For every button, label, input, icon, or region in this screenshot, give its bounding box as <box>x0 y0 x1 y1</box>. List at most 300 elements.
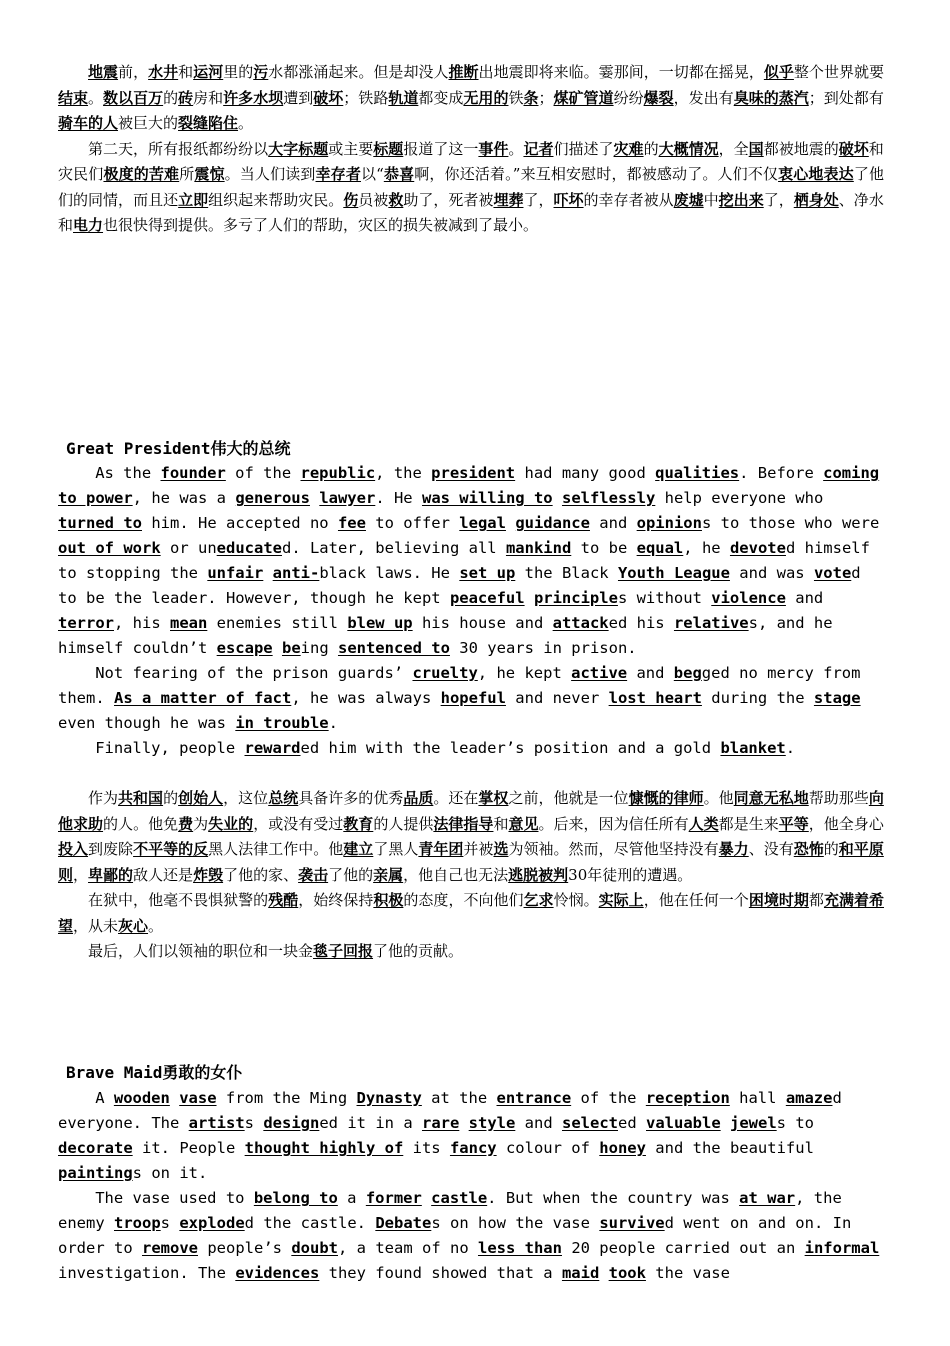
text-run <box>721 1114 730 1132</box>
vocab-term: 救 <box>388 190 404 209</box>
president-en-section <box>58 461 888 761</box>
text-run: the Black <box>515 564 618 582</box>
vocab-term: fee <box>337 514 366 532</box>
text-run: 帮助那些 <box>808 789 869 807</box>
text-run: d went on and on. In order to <box>58 1214 852 1257</box>
text-run: 具备许多的优秀 <box>298 789 404 807</box>
text-run: 铁 <box>508 88 524 107</box>
paragraph <box>58 939 884 965</box>
text-run: 的 <box>163 789 179 807</box>
vocab-term: vase <box>179 1089 217 1107</box>
vocab-term: 同意无私地 <box>733 789 809 807</box>
vocab-term: 毯子回报 <box>313 942 374 960</box>
text-run: 报道了这一 <box>403 139 479 158</box>
vocab-term: amaze <box>785 1089 833 1107</box>
text-run: s on how the vase <box>431 1214 600 1232</box>
text-run: . <box>328 714 338 732</box>
maid-title <box>66 1062 242 1084</box>
vocab-term: lost heart <box>608 689 702 707</box>
text-run: 30年徒刑的遭遇。 <box>568 865 693 884</box>
text-run: , he <box>683 539 730 557</box>
vocab-term: 废墟 <box>673 190 704 209</box>
vocab-term: 大概情况 <box>658 139 719 158</box>
text-run: 的态度，不向他们 <box>403 891 524 909</box>
text-run: ，或没有受过 <box>253 814 344 833</box>
vocab-term: 挖出来 <box>718 190 764 209</box>
vocab-term: 和平原则 <box>58 840 884 884</box>
text-run: 整个世界就要 <box>793 63 884 81</box>
text-run: 、净水和 <box>58 190 884 234</box>
text-run: 。 <box>508 139 524 158</box>
vocab-term: guidance <box>515 514 590 532</box>
text-run: 黑人法律工作中。他 <box>208 840 344 858</box>
paragraph <box>58 786 884 888</box>
text-run: 和灾民们 <box>58 139 884 183</box>
vocab-term: 地震 <box>88 63 119 81</box>
text-run <box>553 489 562 507</box>
text-run: black laws. He <box>319 564 460 582</box>
vocab-term: 共和国 <box>118 789 164 807</box>
text-run: 的人提供 <box>373 814 434 833</box>
text-run: d to be the leader. However, though he kept <box>58 564 861 607</box>
text-run: 了他的 <box>328 865 374 884</box>
text-run: 30 years in prison. <box>449 639 637 657</box>
vocab-term: was willing to <box>421 489 553 507</box>
text-run: 在狱中，他毫不畏惧狱警的 <box>88 891 269 909</box>
vocab-term: attack <box>552 614 609 632</box>
vocab-term: 投入 <box>58 840 89 858</box>
paragraph <box>58 888 884 939</box>
vocab-term: troop <box>114 1214 161 1232</box>
vocab-term: 灾难 <box>613 139 644 158</box>
vocab-term: cruelty <box>412 664 478 682</box>
text-run: its <box>403 1139 450 1157</box>
text-run: As the <box>95 464 161 482</box>
text-run: d everyone. The <box>58 1089 842 1132</box>
text-run: a <box>337 1189 366 1207</box>
vocab-term: survive <box>599 1214 665 1232</box>
vocab-term: 裂缝陷住 <box>178 114 239 132</box>
vocab-term: generous <box>235 489 310 507</box>
text-run: d. Later, believing all <box>281 539 506 557</box>
vocab-term: honey <box>599 1139 646 1157</box>
text-run: s <box>160 1214 180 1232</box>
text-run <box>310 489 319 507</box>
vocab-term: 污 <box>253 63 269 81</box>
earthquake-zh-section <box>58 60 884 239</box>
vocab-term: painting <box>58 1164 133 1182</box>
text-run: to be <box>571 539 637 557</box>
text-run: 。后来，因为信任所有 <box>538 814 689 833</box>
vocab-term: selflessly <box>561 489 656 507</box>
vocab-term: 总统 <box>268 789 299 807</box>
text-run: 。当人们读到 <box>224 165 316 183</box>
vocab-term: lawyer <box>319 489 376 507</box>
vocab-term: reception <box>645 1089 730 1107</box>
vocab-term: 立即 <box>178 190 209 209</box>
vocab-term: reward <box>244 739 301 757</box>
vocab-term: belong to <box>253 1189 338 1207</box>
text-run: had many good <box>515 464 656 482</box>
text-run: s to those who were <box>701 514 880 532</box>
vocab-term: 水井 <box>148 63 179 81</box>
vocab-term: artist <box>188 1114 245 1132</box>
vocab-term: 亲属 <box>373 865 404 884</box>
text-run: and <box>589 514 637 532</box>
vocab-term: equal <box>636 539 684 557</box>
vocab-term: 乞求 <box>523 891 554 909</box>
text-run: 和 <box>178 63 194 81</box>
text-run: they found showed that a <box>319 1264 562 1282</box>
vocab-term: beg <box>673 664 702 682</box>
vocab-term: 掌权 <box>478 789 509 807</box>
text-run: , his <box>114 614 170 632</box>
vocab-term: 建立 <box>343 840 374 858</box>
paragraph <box>58 137 884 239</box>
text-run: , the <box>375 464 432 482</box>
vocab-term: 向他求助 <box>58 789 884 833</box>
text-run: 都变成 <box>418 88 464 107</box>
text-run: 组织起来帮助灾民。 <box>208 190 344 209</box>
vocab-term: out of work <box>58 539 161 557</box>
vocab-term: active <box>571 664 628 682</box>
text-run: 的人。他免 <box>103 814 179 833</box>
text-run: 的 <box>823 840 839 858</box>
vocab-term: rare <box>421 1114 460 1132</box>
vocab-term: mean <box>170 614 208 632</box>
text-run: 的幸存者被从 <box>583 190 674 209</box>
vocab-term: less than <box>477 1239 562 1257</box>
text-run: 房和 <box>193 88 224 107</box>
vocab-term: 许多水坝 <box>223 88 284 107</box>
text-run: , the enemy <box>58 1189 842 1232</box>
president-title-en: Great President <box>66 439 211 458</box>
text-run: hall <box>729 1089 786 1107</box>
text-run: investigation. The <box>58 1264 236 1282</box>
text-run <box>506 514 515 532</box>
text-run: ed his <box>608 614 674 632</box>
vocab-term: design <box>263 1114 320 1132</box>
text-run: ；到处都有 <box>808 88 884 107</box>
vocab-term: 似乎 <box>763 63 794 81</box>
text-run: 出地震即将来临。霎那间，一切都在摇晃， <box>478 63 764 81</box>
text-run: 。他 <box>703 789 734 807</box>
vocab-term: 炸毁 <box>193 865 224 884</box>
text-run: the vase <box>645 1264 730 1282</box>
text-run: 都被地震的 <box>763 139 839 158</box>
text-run: s <box>244 1114 264 1132</box>
text-run <box>263 564 272 582</box>
vocab-term: select <box>562 1114 618 1132</box>
paragraph <box>58 661 888 736</box>
text-run: s without <box>617 589 712 607</box>
vocab-term: 煤矿管道 <box>553 88 614 107</box>
vocab-term: 爆裂 <box>643 88 674 107</box>
vocab-term: blew up <box>347 614 413 632</box>
vocab-term: be <box>281 639 301 657</box>
text-run: 遭到 <box>283 88 314 107</box>
vocab-term: 国 <box>748 139 764 158</box>
text-run: or un <box>160 539 217 557</box>
vocab-term: 袭击 <box>298 865 329 884</box>
vocab-term: Dynasty <box>356 1089 422 1107</box>
text-run: of the <box>571 1089 646 1107</box>
maid-en-section <box>58 1086 888 1286</box>
vocab-term: jewel <box>730 1114 777 1132</box>
text-run: ged no mercy from them. <box>58 664 861 707</box>
vocab-term: thought highly of <box>244 1139 404 1157</box>
vocab-term: 无用的 <box>463 88 509 107</box>
text-run: 第二天，所有报纸都纷纷以 <box>88 139 269 158</box>
text-run: d the castle. <box>244 1214 376 1232</box>
vocab-term: evidences <box>235 1264 320 1282</box>
vocab-term: decorate <box>58 1139 133 1157</box>
vocab-term: 吓坏 <box>553 190 584 209</box>
text-run: , he was always <box>291 689 441 707</box>
text-run: 啊，你还活着。”来互相安慰时，都被感动了。人们不仅 <box>414 165 779 183</box>
vocab-term: 埋葬 <box>493 190 524 209</box>
text-run: 都 <box>808 891 824 909</box>
text-run: 了黑人 <box>373 840 419 858</box>
text-run: 了他的贡献。 <box>373 942 464 960</box>
vocab-term: 不平等的反 <box>133 840 209 858</box>
vocab-term: 轨道 <box>388 88 419 107</box>
text-run: 、没有 <box>748 840 794 858</box>
vocab-term: remove <box>142 1239 198 1257</box>
vocab-term: 骑车的人 <box>58 114 119 132</box>
text-run: 为 <box>193 814 209 833</box>
text-run: , a team of no <box>338 1239 478 1257</box>
text-run: 20 people carried out an <box>561 1239 805 1257</box>
vocab-term: 费 <box>178 814 194 833</box>
text-run: and <box>515 1114 562 1132</box>
vocab-term: Youth League <box>617 564 730 582</box>
text-run <box>422 1189 431 1207</box>
paragraph <box>58 60 884 137</box>
text-run: 作为 <box>88 789 119 807</box>
text-run: s on it. <box>132 1164 208 1182</box>
vocab-term: Debate <box>375 1214 432 1232</box>
text-run: help everyone who <box>655 489 824 507</box>
vocab-term: hopeful <box>440 689 506 707</box>
vocab-term: blanket <box>720 739 786 757</box>
text-run: 了， <box>523 190 554 209</box>
vocab-term: devote <box>729 539 786 557</box>
text-run: 都是生来 <box>718 814 779 833</box>
text-run: . But when the country was <box>487 1189 740 1207</box>
text-run: ed it in a <box>319 1114 422 1132</box>
maid-title-en: Brave Maid <box>66 1063 163 1082</box>
text-run: 也很快得到提供。多亏了人们的帮助，灾区的损失被减到了最小。 <box>103 216 539 234</box>
text-run: ，他自己也无法 <box>403 865 509 884</box>
text-run: from the Ming <box>216 1089 357 1107</box>
text-run: 水都涨涌起来。但是却没人 <box>268 63 449 81</box>
vocab-term: coming to power <box>58 464 880 507</box>
text-run: 敌人还是 <box>133 865 194 884</box>
vocab-term: legal <box>459 514 506 532</box>
vocab-term: 暴力 <box>718 840 749 858</box>
vocab-term: educate <box>216 539 282 557</box>
text-run: ，始终保持 <box>298 891 374 909</box>
text-run: Not fearing of the prison guards’ <box>95 664 413 682</box>
text-run: 最后，人们以领袖的职位和一块金 <box>88 942 314 960</box>
vocab-term: at war <box>739 1189 796 1207</box>
paragraph <box>58 461 888 661</box>
text-run: ed <box>618 1114 646 1132</box>
vocab-term: doubt <box>291 1239 338 1257</box>
vocab-term: style <box>468 1114 516 1132</box>
text-run: to offer <box>365 514 460 532</box>
text-run: ，他在任何一个 <box>643 891 749 909</box>
text-run: of the <box>225 464 301 482</box>
vocab-term: 结束 <box>58 88 89 107</box>
text-run: 。 <box>238 114 254 132</box>
text-run: 的 <box>163 88 179 107</box>
text-run: colour of <box>496 1139 600 1157</box>
paragraph <box>58 736 888 761</box>
text-run: ，他全身心 <box>808 814 884 833</box>
vocab-term: opinion <box>636 514 702 532</box>
text-run: 之前，他就是一位 <box>508 789 629 807</box>
text-run: 以“ <box>360 165 384 183</box>
text-run: The vase used to <box>95 1189 254 1207</box>
maid-title-zh: 勇敢的女仆 <box>162 1063 243 1082</box>
text-run: 中 <box>703 190 719 209</box>
text-run: during the <box>701 689 814 707</box>
vocab-term: As a matter of fact <box>114 689 292 707</box>
vocab-term: unfair <box>207 564 264 582</box>
text-run: 或主要 <box>328 139 374 158</box>
vocab-term: sentenced to <box>337 639 450 657</box>
vocab-term: 栖身处 <box>793 190 839 209</box>
text-run: A <box>95 1089 114 1107</box>
text-run: , he was a <box>132 489 236 507</box>
text-run <box>459 1114 468 1132</box>
text-run: . <box>785 739 796 757</box>
vocab-term: 事件 <box>478 139 509 158</box>
vocab-term: former <box>365 1189 422 1207</box>
vocab-term: 逃脱被判 <box>508 865 569 884</box>
vocab-term: 品质 <box>403 789 434 807</box>
vocab-term: entrance <box>496 1089 572 1107</box>
vocab-term: 标题 <box>373 139 404 158</box>
text-run: and the beautiful <box>645 1139 814 1157</box>
text-run: 前， <box>118 63 149 81</box>
vocab-term: explode <box>179 1214 245 1232</box>
vocab-term: 条 <box>523 88 539 107</box>
vocab-term: 极度的苦难 <box>103 165 180 183</box>
text-run: 了他们的同情，而且还 <box>58 165 884 209</box>
vocab-term: 失业的 <box>208 814 254 833</box>
vocab-term: escape <box>216 639 273 657</box>
vocab-term: 运河 <box>193 63 224 81</box>
vocab-term: 卑鄙的 <box>88 865 134 884</box>
text-run: , he kept <box>477 664 572 682</box>
vocab-term: 砖 <box>178 88 194 107</box>
vocab-term: 电力 <box>73 216 104 234</box>
text-run: ； <box>538 88 554 107</box>
text-run: d himself to stopping the <box>58 539 870 582</box>
vocab-term: 记者 <box>523 139 554 158</box>
vocab-term: 灰心 <box>118 916 149 935</box>
text-run <box>170 1089 179 1107</box>
vocab-term: qualities <box>655 464 740 482</box>
text-run: ，从未 <box>73 916 119 935</box>
text-run: 们描述了 <box>553 139 614 158</box>
vocab-term: 残酷 <box>268 891 299 909</box>
vocab-term: 困境时期 <box>748 891 809 909</box>
vocab-term: founder <box>160 464 226 482</box>
text-run: and was <box>729 564 814 582</box>
vocab-term: 衷心地表达 <box>778 165 854 183</box>
text-run: s to <box>776 1114 814 1132</box>
vocab-term: 震惊 <box>194 165 225 183</box>
vocab-term: informal <box>804 1239 880 1257</box>
text-run: ed him with the leader’s position and a gold <box>300 739 721 757</box>
text-run: s, and he himself couldn’t <box>58 614 833 657</box>
vocab-term: 意见 <box>508 814 539 833</box>
vocab-term: 破坏 <box>838 139 869 158</box>
vocab-term: wooden <box>113 1089 170 1107</box>
text-run: 了， <box>763 190 794 209</box>
vocab-term: maid <box>561 1264 600 1282</box>
text-run: 所 <box>179 165 195 183</box>
text-run <box>599 1264 608 1282</box>
text-run: 怜悯。 <box>553 891 599 909</box>
vocab-term: 幸存者 <box>315 165 361 183</box>
vocab-term: 青年团 <box>418 840 464 858</box>
vocab-term: turned to <box>58 514 142 532</box>
vocab-term: 充满着希望 <box>58 891 884 935</box>
text-run: 被巨大的 <box>118 114 179 132</box>
text-run: 了他的家、 <box>223 865 299 884</box>
vocab-term: 人类 <box>688 814 719 833</box>
vocab-term: 推断 <box>448 63 479 81</box>
text-run: and never <box>505 689 609 707</box>
text-run: people’s <box>198 1239 292 1257</box>
text-run: ，发出有 <box>673 88 734 107</box>
text-run: him. He accepted no <box>142 514 338 532</box>
vocab-term: 积极 <box>373 891 404 909</box>
vocab-term: 法律指导 <box>433 814 494 833</box>
vocab-term: in trouble <box>235 714 329 732</box>
vocab-term: set up <box>459 564 516 582</box>
text-run: 的 <box>643 139 659 158</box>
text-run: 并被 <box>463 840 494 858</box>
text-run: his house and <box>412 614 553 632</box>
vocab-term: took <box>608 1264 646 1282</box>
vocab-term: 选 <box>493 840 509 858</box>
vocab-term: 实际上 <box>598 891 644 909</box>
vocab-term: 数以百万 <box>103 88 164 107</box>
text-run: 到废除 <box>88 840 134 858</box>
paragraph <box>58 1086 888 1186</box>
text-run: it. People <box>132 1139 245 1157</box>
text-run: 助了，死者被 <box>403 190 494 209</box>
vocab-term: 教育 <box>343 814 374 833</box>
text-run: ，这位 <box>223 789 269 807</box>
text-run: ing <box>300 639 338 657</box>
text-run <box>525 589 534 607</box>
vocab-term: anti- <box>272 564 320 582</box>
text-run: ；铁路 <box>343 88 389 107</box>
vocab-term: 破坏 <box>313 88 344 107</box>
vocab-term: 慷慨的律师 <box>628 789 704 807</box>
text-run: 员被 <box>358 190 389 209</box>
vocab-term: peaceful <box>449 589 525 607</box>
text-run: 为领袖。然而，尽管他坚持没有 <box>508 840 719 858</box>
vocab-term: mankind <box>505 539 572 557</box>
